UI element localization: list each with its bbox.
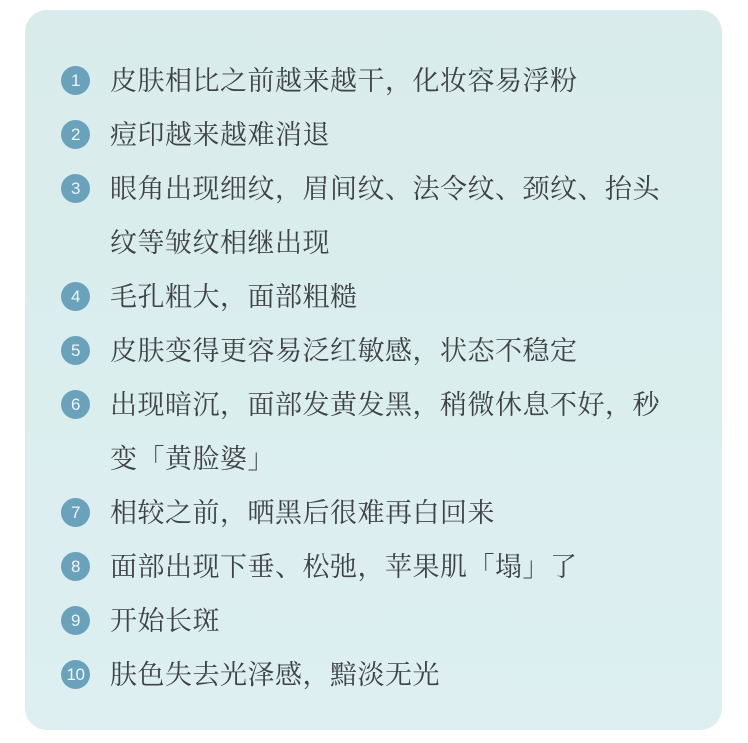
item-text: 皮肤变得更容易泛红敏感，状态不稳定 bbox=[110, 336, 578, 366]
list-item bbox=[61, 486, 684, 540]
item-number-badge: 7 bbox=[61, 498, 90, 527]
list-item bbox=[61, 648, 684, 702]
item-text: 眼角出现细纹，眉间纹、法令纹、颈纹、抬头纹等皱纹相继出现 bbox=[110, 174, 660, 258]
item-text: 痘印越来越难消退 bbox=[110, 120, 330, 150]
item-number-badge: 9 bbox=[61, 606, 90, 635]
item-number-badge: 4 bbox=[61, 282, 90, 311]
item-text: 面部出现下垂、松弛，苹果肌「塌」了 bbox=[110, 552, 578, 582]
list-item bbox=[61, 54, 684, 108]
item-number-badge: 8 bbox=[61, 552, 90, 581]
item-text: 毛孔粗大，面部粗糙 bbox=[110, 282, 358, 312]
symptom-list bbox=[25, 10, 722, 702]
symptom-list-card bbox=[25, 10, 722, 730]
list-item bbox=[61, 162, 684, 270]
item-text: 出现暗沉，面部发黄发黑，稍微休息不好，秒变「黄脸婆」 bbox=[110, 390, 660, 474]
item-number-badge: 3 bbox=[61, 174, 90, 203]
item-number-badge: 1 bbox=[61, 66, 90, 95]
item-text: 相较之前，晒黑后很难再白回来 bbox=[110, 498, 495, 528]
list-item bbox=[61, 378, 684, 486]
item-text: 皮肤相比之前越来越干，化妆容易浮粉 bbox=[110, 66, 578, 96]
item-number-badge: 2 bbox=[61, 120, 90, 149]
item-text: 开始长斑 bbox=[110, 606, 220, 636]
item-text: 肤色失去光泽感，黯淡无光 bbox=[110, 660, 440, 690]
list-item bbox=[61, 324, 684, 378]
list-item bbox=[61, 540, 684, 594]
list-item bbox=[61, 108, 684, 162]
list-item bbox=[61, 594, 684, 648]
item-number-badge: 10 bbox=[61, 660, 90, 689]
list-item bbox=[61, 270, 684, 324]
item-number-badge: 6 bbox=[61, 390, 90, 419]
item-number-badge: 5 bbox=[61, 336, 90, 365]
